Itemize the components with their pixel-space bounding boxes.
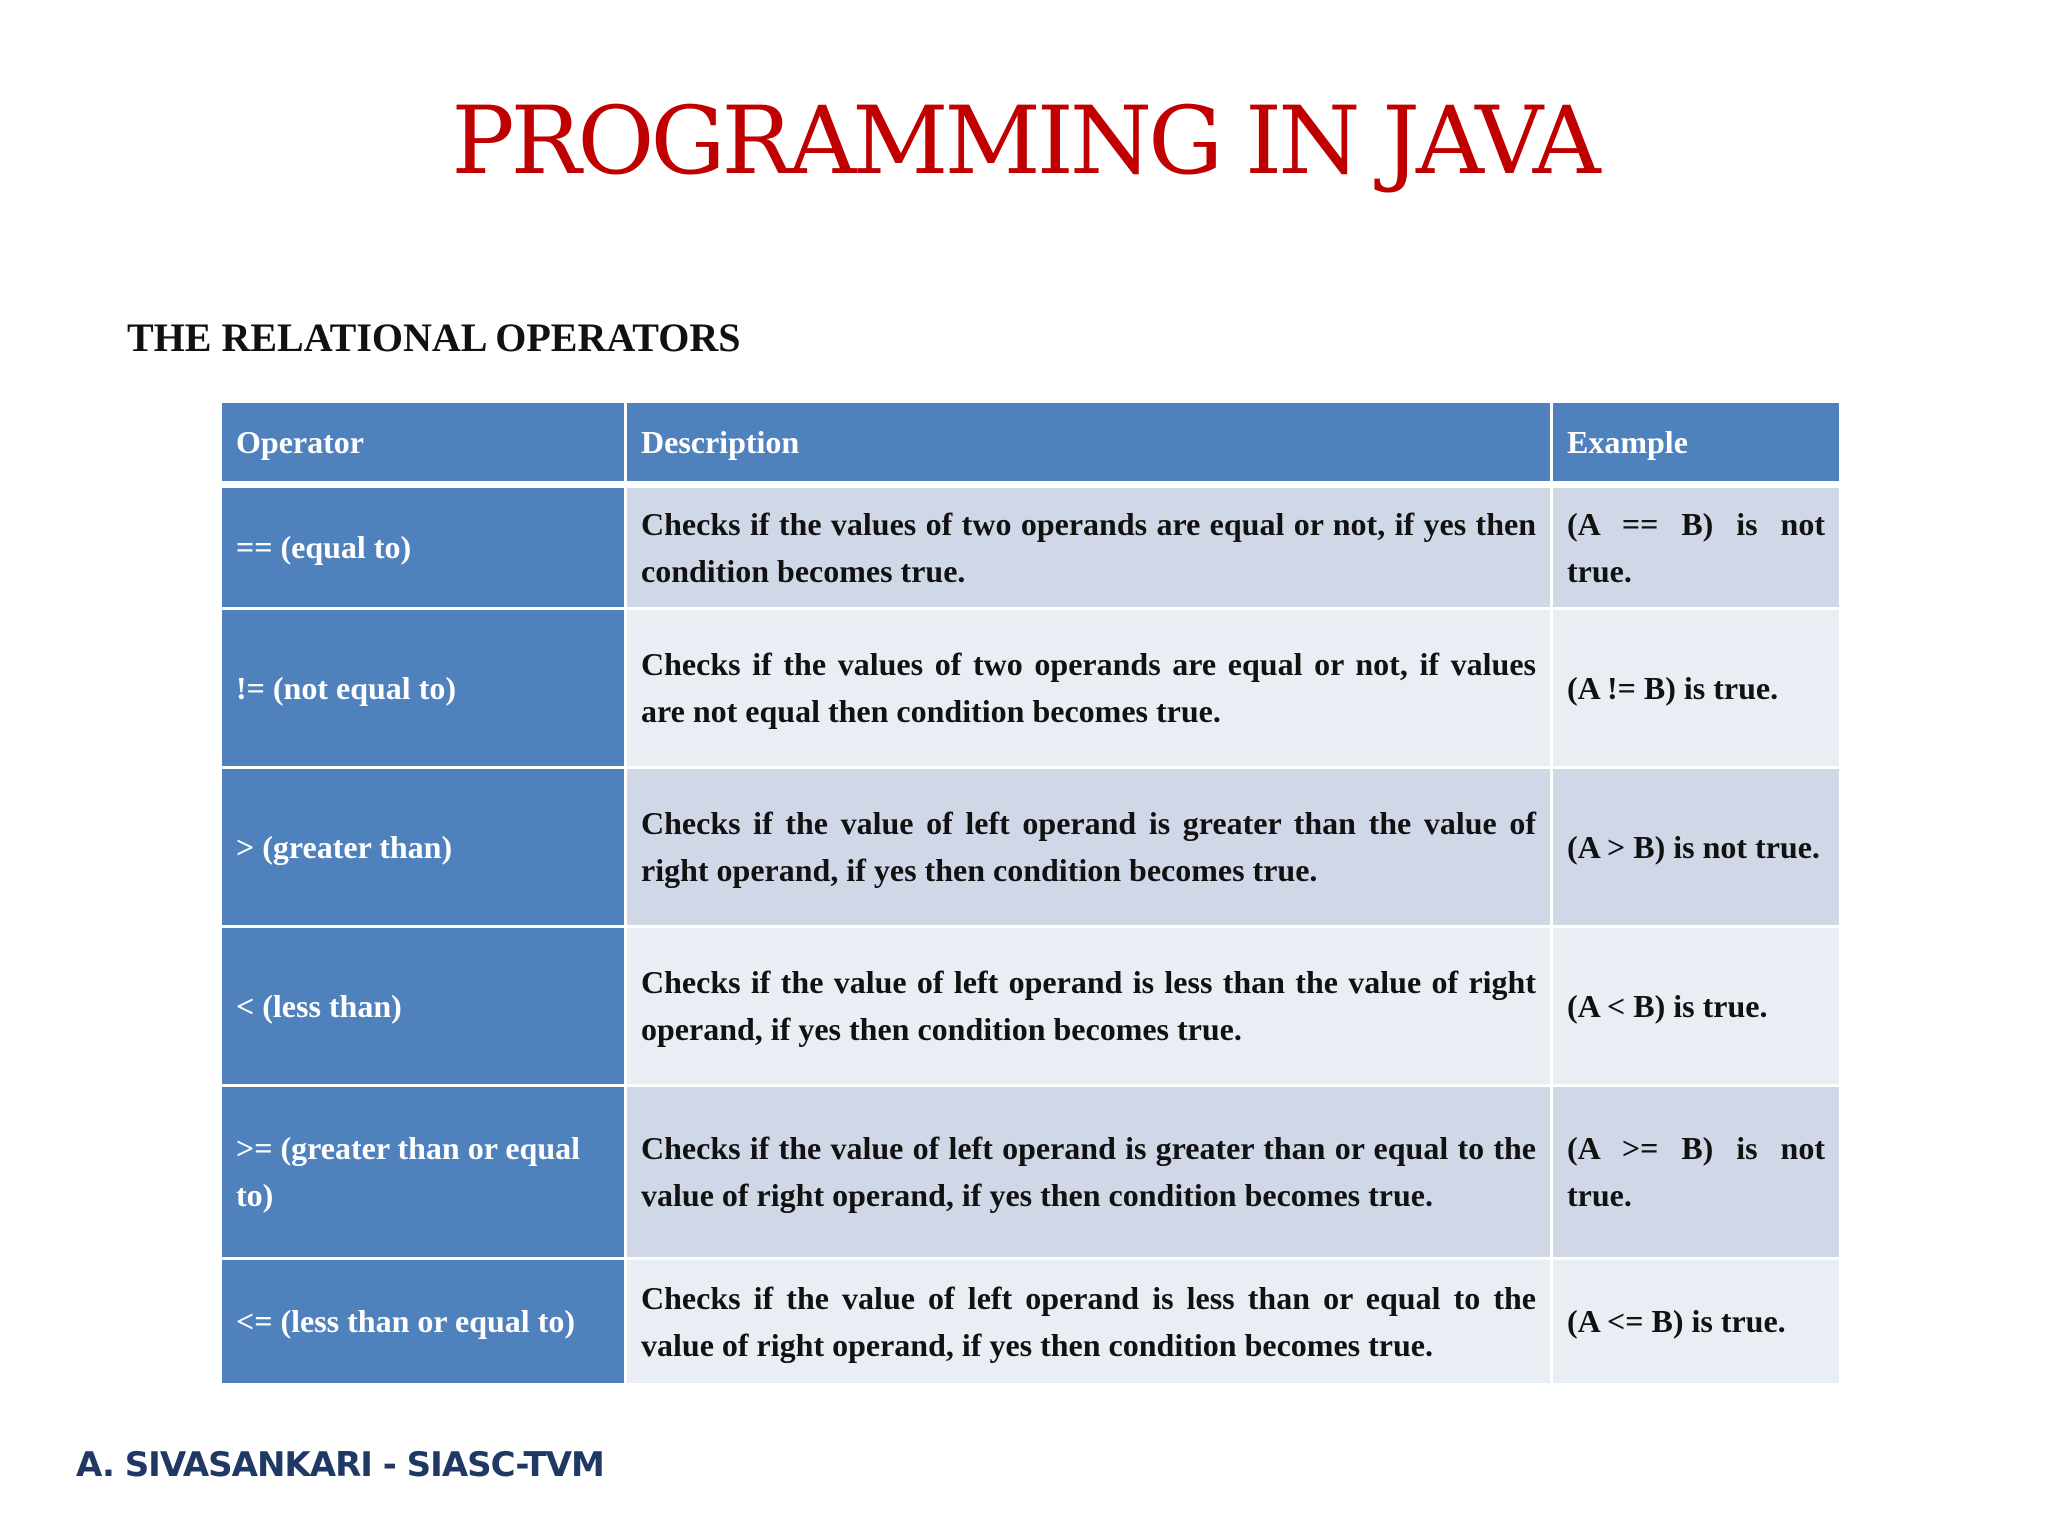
table-row [221, 609, 1841, 768]
example-cell: (A >= B) is not true. [1552, 1086, 1841, 1259]
table-row [221, 485, 1841, 609]
description-cell: Checks if the value of left operand is less than or equal to the value of right operand, if yes then condition becomes true. [626, 1259, 1552, 1385]
table-row [221, 927, 1841, 1086]
table-row [221, 1086, 1841, 1259]
table-row [221, 768, 1841, 927]
slide-title: PROGRAMMING IN JAVA [451, 87, 1597, 196]
example-cell: (A <= B) is true. [1552, 1259, 1841, 1385]
example-cell: (A == B) is not true. [1552, 485, 1841, 609]
description-cell: Checks if the value of left operand is greater than the value of right operand, if yes then condition becomes true. [626, 768, 1552, 927]
operator-cell: != (not equal to) [221, 609, 626, 768]
description-cell: Checks if the values of two operands are equal or not, if values are not equal then condition becomes true. [626, 609, 1552, 768]
description-cell: Checks if the value of left operand is greater than or equal to the value of right operand, if yes then condition becomes true. [626, 1086, 1552, 1259]
operator-cell: >= (greater than or equal to) [221, 1086, 626, 1259]
operator-cell: > (greater than) [221, 768, 626, 927]
operator-cell: == (equal to) [221, 485, 626, 609]
section-heading: THE RELATIONAL OPERATORS [127, 315, 741, 360]
example-cell: (A != B) is true. [1552, 609, 1841, 768]
header-description: Description [626, 402, 1552, 485]
table-header-row [221, 402, 1841, 485]
author-footer: A. SIVASANKARI - SIASC-TVM [76, 1445, 604, 1485]
table-row [221, 1259, 1841, 1385]
header-example: Example [1552, 402, 1841, 485]
example-cell: (A > B) is not true. [1552, 768, 1841, 927]
description-cell: Checks if the values of two operands are equal or not, if yes then condition becomes true. [626, 485, 1552, 609]
description-cell: Checks if the value of left operand is less than the value of right operand, if yes then condition becomes true. [626, 927, 1552, 1086]
header-operator: Operator [221, 402, 626, 485]
example-cell: (A < B) is true. [1552, 927, 1841, 1086]
operator-cell: < (less than) [221, 927, 626, 1086]
operator-cell: <= (less than or equal to) [221, 1259, 626, 1385]
relational-operators-table [219, 400, 1842, 1386]
